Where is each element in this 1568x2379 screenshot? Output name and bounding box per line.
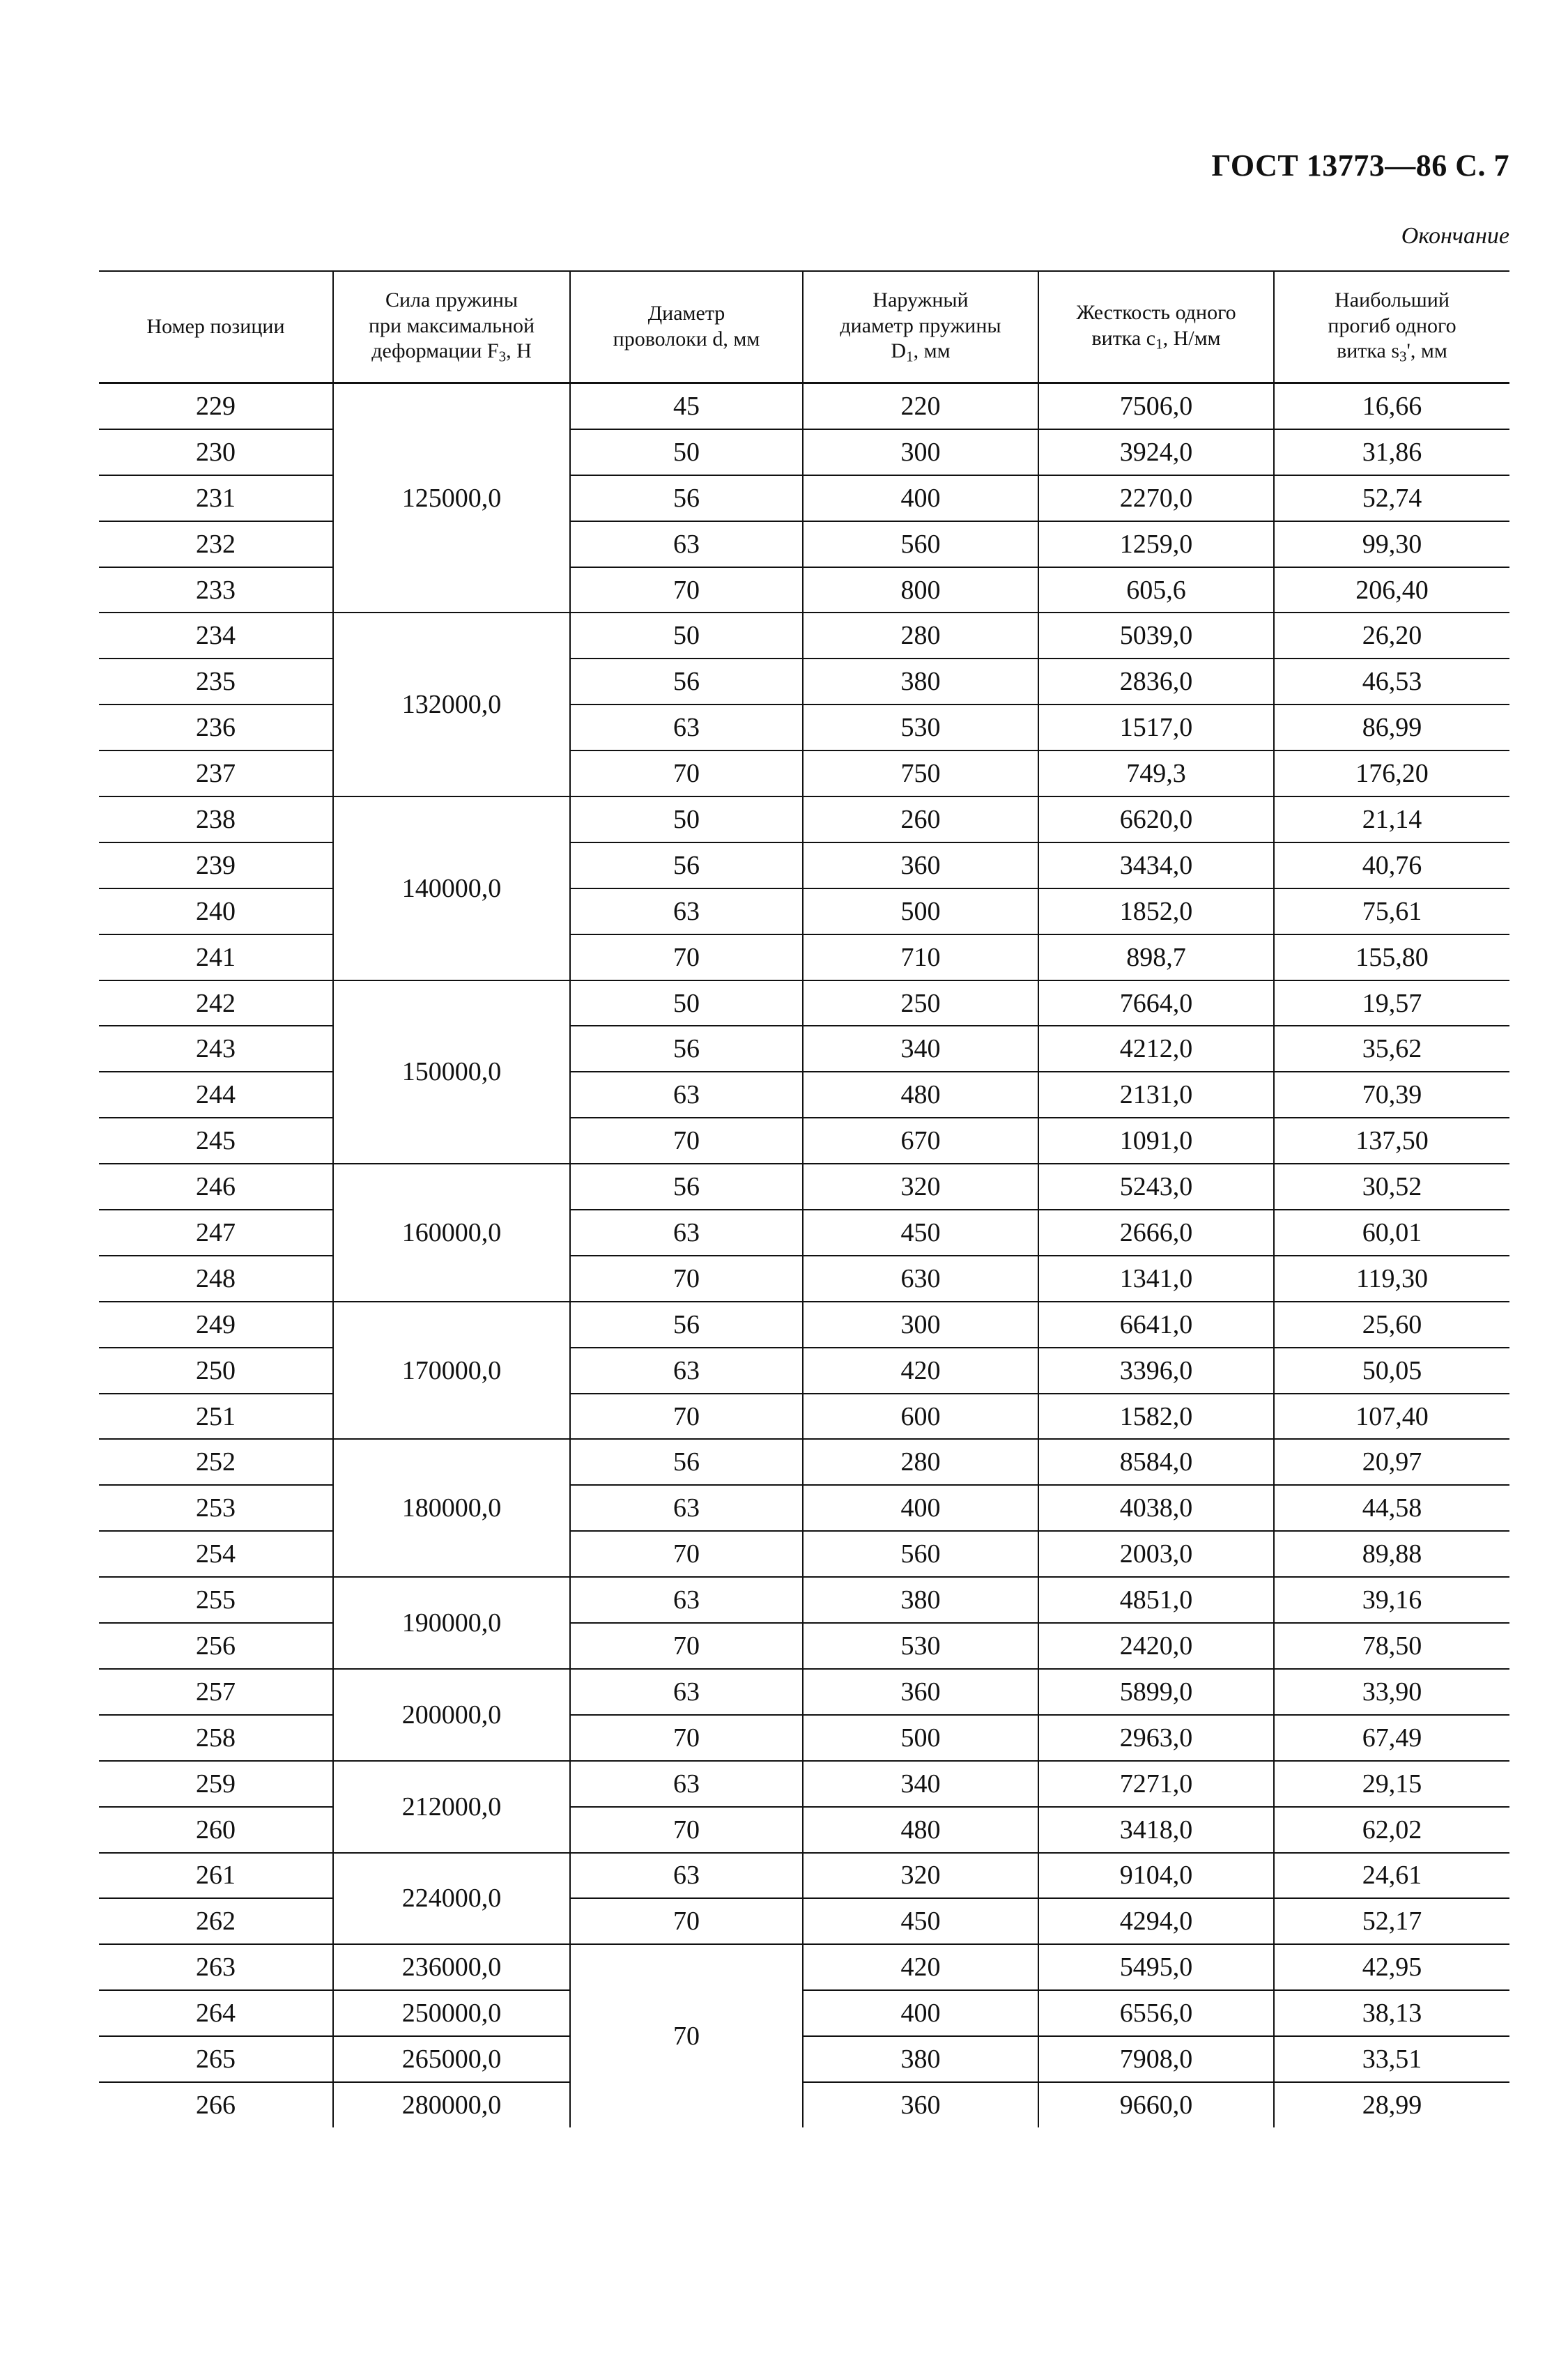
force-cell: 140000,0 (333, 796, 570, 980)
stiffness-cell: 9660,0 (1038, 2082, 1274, 2127)
outer-diameter-cell: 340 (803, 1761, 1038, 1807)
outer-diameter-cell: 220 (803, 383, 1038, 429)
position-cell: 239 (99, 842, 333, 888)
stiffness-cell: 6556,0 (1038, 1990, 1274, 2036)
deflection-cell: 21,14 (1274, 796, 1509, 842)
position-cell: 251 (99, 1394, 333, 1440)
deflection-cell: 39,16 (1274, 1577, 1509, 1623)
outer-diameter-cell: 480 (803, 1072, 1038, 1118)
deflection-cell: 107,40 (1274, 1394, 1509, 1440)
outer-diameter-cell: 250 (803, 980, 1038, 1026)
wire-diameter-cell: 70 (570, 1807, 803, 1853)
wire-diameter-cell: 70 (570, 1118, 803, 1164)
table-row (99, 2036, 1509, 2082)
deflection-cell: 40,76 (1274, 842, 1509, 888)
table-row (99, 750, 1509, 796)
position-cell: 230 (99, 429, 333, 475)
position-cell: 234 (99, 613, 333, 659)
table-row (99, 1761, 1509, 1807)
wire-diameter-cell: 50 (570, 613, 803, 659)
wire-diameter-cell: 45 (570, 383, 803, 429)
stiffness-cell: 5039,0 (1038, 613, 1274, 659)
outer-diameter-cell: 450 (803, 1898, 1038, 1944)
outer-diameter-cell: 530 (803, 1623, 1038, 1669)
deflection-cell: 78,50 (1274, 1623, 1509, 1669)
stiffness-cell: 9104,0 (1038, 1853, 1274, 1899)
stiffness-cell: 1259,0 (1038, 521, 1274, 567)
stiffness-cell: 2963,0 (1038, 1715, 1274, 1761)
table-row (99, 888, 1509, 934)
position-cell: 237 (99, 750, 333, 796)
position-cell: 231 (99, 475, 333, 521)
wire-diameter-cell: 70 (570, 1394, 803, 1440)
table-row (99, 1990, 1509, 2036)
outer-diameter-cell: 340 (803, 1026, 1038, 1072)
wire-diameter-cell: 70 (570, 1623, 803, 1669)
outer-diameter-cell: 280 (803, 613, 1038, 659)
stiffness-cell: 2666,0 (1038, 1210, 1274, 1256)
stiffness-cell: 7271,0 (1038, 1761, 1274, 1807)
outer-diameter-cell: 400 (803, 475, 1038, 521)
deflection-cell: 176,20 (1274, 750, 1509, 796)
table-row (99, 383, 1509, 429)
deflection-cell: 25,60 (1274, 1302, 1509, 1348)
stiffness-cell: 1091,0 (1038, 1118, 1274, 1164)
wire-diameter-cell: 50 (570, 796, 803, 842)
position-cell: 257 (99, 1669, 333, 1715)
deflection-cell: 62,02 (1274, 1807, 1509, 1853)
stiffness-cell: 605,6 (1038, 567, 1274, 613)
outer-diameter-cell: 400 (803, 1485, 1038, 1531)
force-cell: 125000,0 (333, 383, 570, 613)
outer-diameter-cell: 600 (803, 1394, 1038, 1440)
position-cell: 249 (99, 1302, 333, 1348)
position-cell: 248 (99, 1256, 333, 1302)
wire-diameter-cell: 63 (570, 1210, 803, 1256)
outer-diameter-cell: 670 (803, 1118, 1038, 1164)
table-row (99, 980, 1509, 1026)
outer-diameter-cell: 360 (803, 2082, 1038, 2127)
deflection-cell: 67,49 (1274, 1715, 1509, 1761)
table-row (99, 1302, 1509, 1348)
table-row (99, 429, 1509, 475)
position-cell: 250 (99, 1348, 333, 1394)
stiffness-cell: 1517,0 (1038, 705, 1274, 750)
wire-diameter-cell: 56 (570, 1026, 803, 1072)
outer-diameter-cell: 500 (803, 1715, 1038, 1761)
deflection-cell: 30,52 (1274, 1164, 1509, 1210)
table-row (99, 796, 1509, 842)
position-cell: 260 (99, 1807, 333, 1853)
stiffness-cell: 2420,0 (1038, 1623, 1274, 1669)
deflection-cell: 99,30 (1274, 521, 1509, 567)
stiffness-cell: 3434,0 (1038, 842, 1274, 888)
position-cell: 244 (99, 1072, 333, 1118)
wire-diameter-cell: 70 (570, 1715, 803, 1761)
force-cell: 200000,0 (333, 1669, 570, 1761)
outer-diameter-cell: 260 (803, 796, 1038, 842)
force-cell: 280000,0 (333, 2082, 570, 2127)
wire-diameter-cell: 63 (570, 888, 803, 934)
outer-diameter-cell: 500 (803, 888, 1038, 934)
outer-diameter-cell: 380 (803, 2036, 1038, 2082)
position-cell: 253 (99, 1485, 333, 1531)
wire-diameter-cell: 70 (570, 567, 803, 613)
position-cell: 264 (99, 1990, 333, 2036)
deflection-cell: 46,53 (1274, 659, 1509, 705)
deflection-cell: 155,80 (1274, 934, 1509, 980)
outer-diameter-cell: 560 (803, 521, 1038, 567)
outer-diameter-cell: 530 (803, 705, 1038, 750)
table-row (99, 705, 1509, 750)
deflection-cell: 86,99 (1274, 705, 1509, 750)
stiffness-cell: 5243,0 (1038, 1164, 1274, 1210)
position-cell: 229 (99, 383, 333, 429)
force-cell: 265000,0 (333, 2036, 570, 2082)
deflection-cell: 60,01 (1274, 1210, 1509, 1256)
deflection-cell: 44,58 (1274, 1485, 1509, 1531)
wire-diameter-cell: 63 (570, 521, 803, 567)
wire-diameter-cell: 70 (570, 750, 803, 796)
outer-diameter-cell: 800 (803, 567, 1038, 613)
outer-diameter-cell: 420 (803, 1348, 1038, 1394)
deflection-cell: 52,74 (1274, 475, 1509, 521)
table-row (99, 1807, 1509, 1853)
deflection-cell: 29,15 (1274, 1761, 1509, 1807)
stiffness-cell: 898,7 (1038, 934, 1274, 980)
force-cell: 224000,0 (333, 1853, 570, 1945)
position-cell: 246 (99, 1164, 333, 1210)
wire-diameter-cell: 63 (570, 1072, 803, 1118)
header-wire-diameter: Диаметр проволоки d, мм (570, 271, 803, 383)
deflection-cell: 70,39 (1274, 1072, 1509, 1118)
wire-diameter-cell: 56 (570, 1302, 803, 1348)
deflection-cell: 137,50 (1274, 1118, 1509, 1164)
wire-diameter-cell: 70 (570, 1898, 803, 1944)
deflection-cell: 19,57 (1274, 980, 1509, 1026)
outer-diameter-cell: 300 (803, 1302, 1038, 1348)
stiffness-cell: 2836,0 (1038, 659, 1274, 705)
deflection-cell: 75,61 (1274, 888, 1509, 934)
wire-diameter-cell: 63 (570, 1485, 803, 1531)
stiffness-cell: 2003,0 (1038, 1531, 1274, 1577)
deflection-cell: 24,61 (1274, 1853, 1509, 1899)
table-row (99, 1026, 1509, 1072)
force-cell: 150000,0 (333, 980, 570, 1164)
header-outer-diameter: Наружный диаметр пружины $D_1$, мм (803, 271, 1038, 383)
stiffness-cell: 6641,0 (1038, 1302, 1274, 1348)
stiffness-cell: 3418,0 (1038, 1807, 1274, 1853)
stiffness-cell: 4038,0 (1038, 1485, 1274, 1531)
position-cell: 232 (99, 521, 333, 567)
stiffness-cell: 5495,0 (1038, 1944, 1274, 1990)
table-row (99, 842, 1509, 888)
position-cell: 233 (99, 567, 333, 613)
position-cell: 255 (99, 1577, 333, 1623)
table-row (99, 1944, 1509, 1990)
force-cell: 190000,0 (333, 1577, 570, 1669)
table-row (99, 1210, 1509, 1256)
table-row (99, 659, 1509, 705)
force-cell: 250000,0 (333, 1990, 570, 2036)
wire-diameter-cell: 63 (570, 705, 803, 750)
table-row (99, 475, 1509, 521)
force-cell: 236000,0 (333, 1944, 570, 1990)
deflection-cell: 50,05 (1274, 1348, 1509, 1394)
position-cell: 245 (99, 1118, 333, 1164)
stiffness-cell: 2270,0 (1038, 475, 1274, 521)
deflection-cell: 33,51 (1274, 2036, 1509, 2082)
table-row (99, 1898, 1509, 1944)
position-cell: 252 (99, 1439, 333, 1485)
table-row (99, 1531, 1509, 1577)
page-title: ГОСТ 13773—86 С. 7 (1211, 148, 1509, 183)
outer-diameter-cell: 320 (803, 1853, 1038, 1899)
outer-diameter-cell: 750 (803, 750, 1038, 796)
deflection-cell: 42,95 (1274, 1944, 1509, 1990)
force-cell: 212000,0 (333, 1761, 570, 1853)
header-position: Номер позиции (99, 271, 333, 383)
position-cell: 261 (99, 1853, 333, 1899)
table-row (99, 1256, 1509, 1302)
outer-diameter-cell: 450 (803, 1210, 1038, 1256)
wire-diameter-cell: 70 (570, 1531, 803, 1577)
table-row (99, 934, 1509, 980)
wire-diameter-cell: 63 (570, 1761, 803, 1807)
outer-diameter-cell: 420 (803, 1944, 1038, 1990)
stiffness-cell: 4294,0 (1038, 1898, 1274, 1944)
position-cell: 262 (99, 1898, 333, 1944)
outer-diameter-cell: 710 (803, 934, 1038, 980)
table-header-row (99, 271, 1509, 383)
deflection-cell: 206,40 (1274, 567, 1509, 613)
position-cell: 256 (99, 1623, 333, 1669)
stiffness-cell: 7908,0 (1038, 2036, 1274, 2082)
outer-diameter-cell: 630 (803, 1256, 1038, 1302)
table-row (99, 613, 1509, 659)
outer-diameter-cell: 380 (803, 1577, 1038, 1623)
outer-diameter-cell: 320 (803, 1164, 1038, 1210)
deflection-cell: 52,17 (1274, 1898, 1509, 1944)
stiffness-cell: 5899,0 (1038, 1669, 1274, 1715)
force-cell: 160000,0 (333, 1164, 570, 1302)
position-cell: 241 (99, 934, 333, 980)
wire-diameter-cell: 56 (570, 475, 803, 521)
table-continuation-label: Окончание (1401, 223, 1509, 249)
deflection-cell: 89,88 (1274, 1531, 1509, 1577)
position-cell: 236 (99, 705, 333, 750)
deflection-cell: 119,30 (1274, 1256, 1509, 1302)
table-row (99, 521, 1509, 567)
table-row (99, 1577, 1509, 1623)
deflection-cell: 35,62 (1274, 1026, 1509, 1072)
wire-diameter-cell: 56 (570, 1164, 803, 1210)
wire-diameter-cell: 56 (570, 659, 803, 705)
wire-diameter-cell: 63 (570, 1669, 803, 1715)
table-row (99, 1118, 1509, 1164)
outer-diameter-cell: 400 (803, 1990, 1038, 2036)
position-cell: 259 (99, 1761, 333, 1807)
deflection-cell: 20,97 (1274, 1439, 1509, 1485)
stiffness-cell: 1852,0 (1038, 888, 1274, 934)
deflection-cell: 26,20 (1274, 613, 1509, 659)
wire-diameter-cell: 70 (570, 934, 803, 980)
header-stiffness: Жесткость одного витка $c_1$, Н/мм (1038, 271, 1274, 383)
stiffness-cell: 6620,0 (1038, 796, 1274, 842)
deflection-cell: 33,90 (1274, 1669, 1509, 1715)
wire-diameter-cell: 63 (570, 1577, 803, 1623)
table-row (99, 2082, 1509, 2127)
table-row (99, 1485, 1509, 1531)
force-cell: 180000,0 (333, 1439, 570, 1577)
table-row (99, 1439, 1509, 1485)
wire-diameter-cell: 70 (570, 1944, 803, 2127)
spring-parameters-table (99, 270, 1509, 2127)
stiffness-cell: 1582,0 (1038, 1394, 1274, 1440)
wire-diameter-cell: 50 (570, 980, 803, 1026)
stiffness-cell: 8584,0 (1038, 1439, 1274, 1485)
wire-diameter-cell: 56 (570, 1439, 803, 1485)
stiffness-cell: 2131,0 (1038, 1072, 1274, 1118)
table-row (99, 1853, 1509, 1899)
table-row (99, 1348, 1509, 1394)
table-row (99, 1715, 1509, 1761)
wire-diameter-cell: 70 (570, 1256, 803, 1302)
outer-diameter-cell: 360 (803, 1669, 1038, 1715)
position-cell: 238 (99, 796, 333, 842)
wire-diameter-cell: 56 (570, 842, 803, 888)
deflection-cell: 28,99 (1362, 2090, 1422, 2120)
table-row (99, 1669, 1509, 1715)
outer-diameter-cell: 300 (803, 429, 1038, 475)
table-row (99, 1394, 1509, 1440)
stiffness-cell: 7506,0 (1038, 383, 1274, 429)
deflection-cell: 31,86 (1274, 429, 1509, 475)
table-row (99, 567, 1509, 613)
stiffness-cell: 749,3 (1038, 750, 1274, 796)
stiffness-cell: 4212,0 (1038, 1026, 1274, 1072)
position-cell: 266 (99, 2082, 333, 2127)
position-cell: 263 (99, 1944, 333, 1990)
position-cell: 242 (99, 980, 333, 1026)
table-row (99, 1164, 1509, 1210)
stiffness-cell: 1341,0 (1038, 1256, 1274, 1302)
table-row (99, 1623, 1509, 1669)
position-cell: 240 (99, 888, 333, 934)
force-cell: 132000,0 (333, 613, 570, 796)
deflection-cell: 16,66 (1274, 383, 1509, 429)
table-row (99, 1072, 1509, 1118)
outer-diameter-cell: 480 (803, 1807, 1038, 1853)
position-cell: 247 (99, 1210, 333, 1256)
position-cell: 235 (99, 659, 333, 705)
outer-diameter-cell: 280 (803, 1439, 1038, 1485)
outer-diameter-cell: 380 (803, 659, 1038, 705)
stiffness-cell: 7664,0 (1038, 980, 1274, 1026)
header-force: Сила пружины при максимальной деформации $F_3$, Н (333, 271, 570, 383)
wire-diameter-cell: 63 (570, 1348, 803, 1394)
outer-diameter-cell: 560 (803, 1531, 1038, 1577)
stiffness-cell: 3396,0 (1038, 1348, 1274, 1394)
header-deflection: Наибольший прогиб одного витка $s_3'$, мм (1274, 271, 1509, 383)
force-cell: 170000,0 (333, 1302, 570, 1440)
position-cell: 243 (99, 1026, 333, 1072)
wire-diameter-cell: 50 (570, 429, 803, 475)
stiffness-cell: 3924,0 (1038, 429, 1274, 475)
position-cell: 265 (99, 2036, 333, 2082)
outer-diameter-cell: 360 (803, 842, 1038, 888)
deflection-cell: 38,13 (1274, 1990, 1509, 2036)
position-cell: 258 (99, 1715, 333, 1761)
position-cell: 254 (99, 1531, 333, 1577)
wire-diameter-cell: 63 (570, 1853, 803, 1899)
stiffness-cell: 4851,0 (1038, 1577, 1274, 1623)
